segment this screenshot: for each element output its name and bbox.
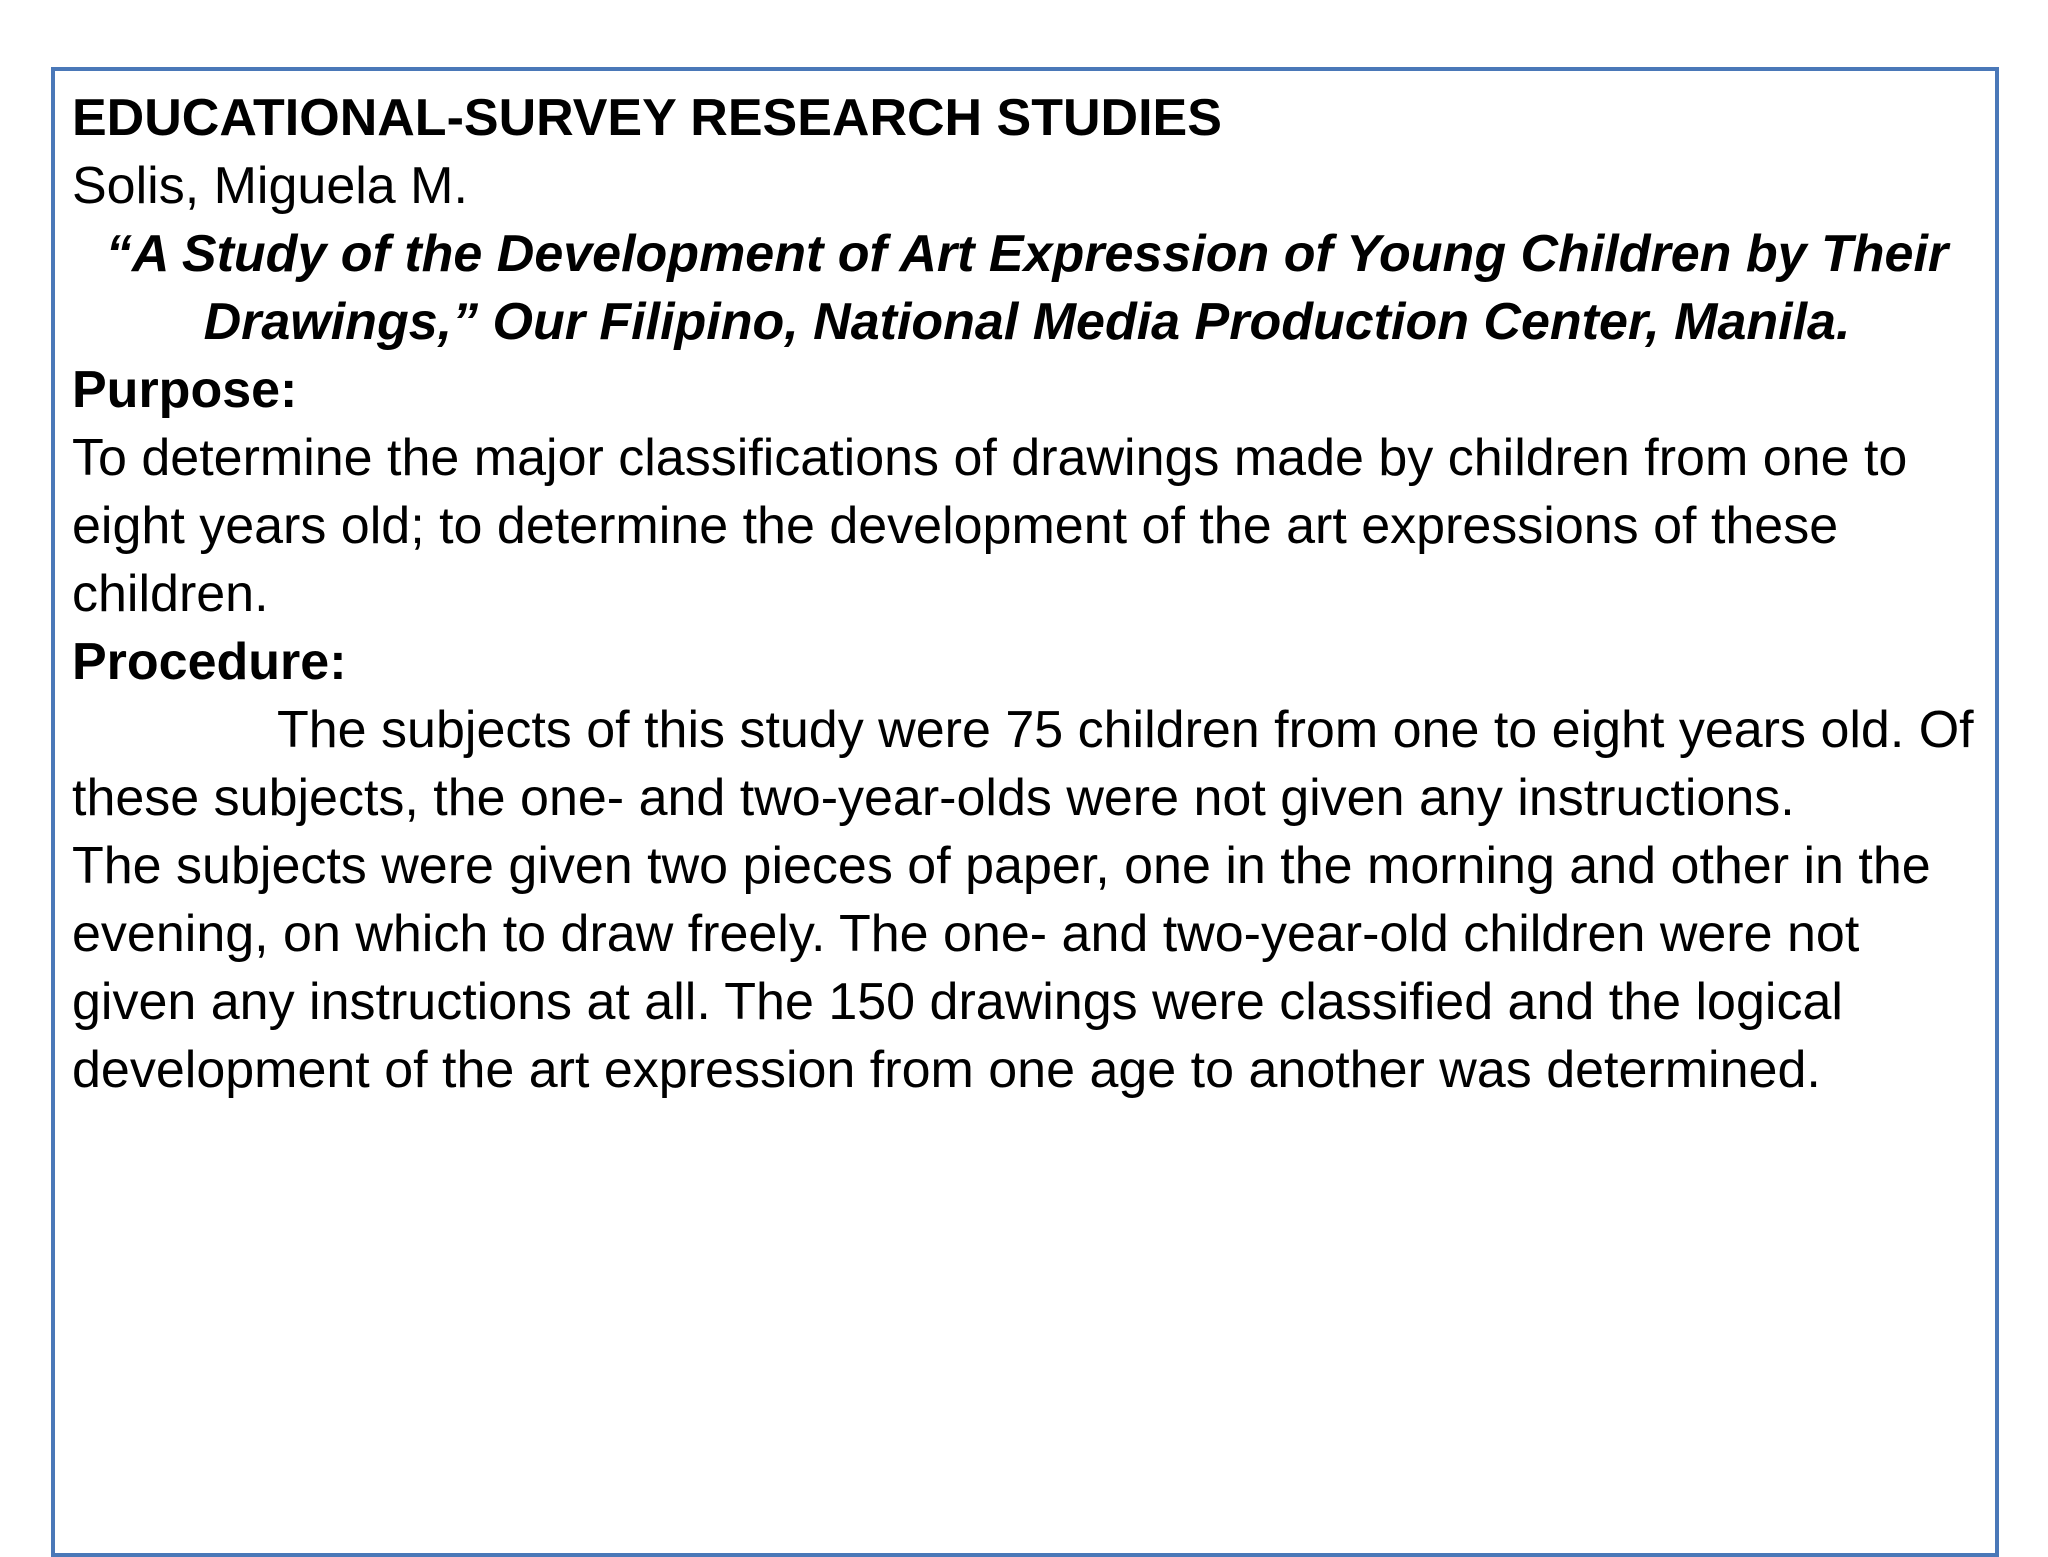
purpose-text: To determine the major classifications of drawings made by children from one to eight years old; to determine the development of the art expressions of these children. [72,429,1908,623]
procedure-paragraph-2: The subjects were given two pieces of paper, one in the morning and other in the evening, on which to draw freely. The one- and two-year-old children were not given any instructions at all. The 150 drawings were classified and the logical development of the art expression from one age to another was determined. [72,837,1931,1099]
procedure-label: Procedure: [72,633,347,691]
author-name: Solis, Miguela M. [72,157,468,215]
purpose-label: Purpose: [72,361,298,419]
study-citation: “A Study of the Development of Art Expression of Young Children by Their Drawings,” Our Filipino, National Media Production Center, Manila. [105,225,1949,351]
procedure-paragraph-1: The subjects of this study were 75 children from one to eight years old. Of these subjects, the one- and two-year-olds were not given any instructions. [72,701,1974,827]
section-heading: EDUCATIONAL-SURVEY RESEARCH STUDIES [72,89,1222,147]
slide-content [72,84,1982,1104]
